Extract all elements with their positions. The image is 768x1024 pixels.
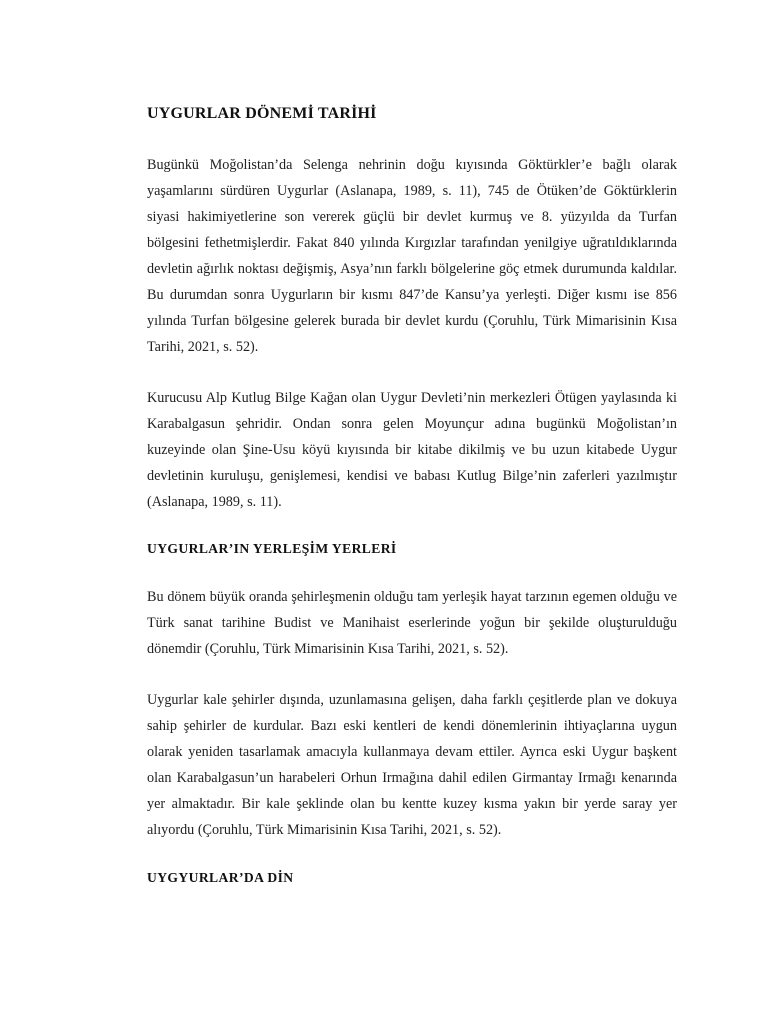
paragraph-cities: Uygurlar kale şehirler dışında, uzunlamasına gelişen, daha farklı çeşitlerde plan ve dokuya sahip şehirler de kurdular. Bazı eski kentleri de kendi dönemlerinin ihtiyaçlarına uygun olarak yeniden tasarlamak amacıyla kullanmaya devam ettiler. Ayrıca eski Uygur başkent olan Karabalgasun’un harabeleri Orhun Irmağına dahil edilen Girmantay Irmağı kenarında yer almaktadır. Bir kale şeklinde olan bu kentte kuzey kısma yakın bir yerde saray yer alıyordu (Çoruhlu, Türk Mimarisinin Kısa Tarihi, 2021, s. 52). — [147, 692, 677, 838]
paragraph-uygur-state-founder: Kurucusu Alp Kutlug Bilge Kağan olan Uygur Devleti’nin merkezleri Ötügen yaylasında ki Karabalgasun şehridir. Ondan sonra gelen Moyunçur adına bugünkü Moğolistan’ın kuzeyinde olan Şine-Usu köyü kıyısında bir kitabe dikilmiş ve bu uzun kitabede Uygur devletinin kuruluşu, genişlemesi, kendisi ve babası Kutlug Bilge’nin zaferleri yazılmıştır (Aslanapa, 1989, s. 11). — [147, 390, 677, 510]
document-body — [147, 104, 677, 888]
paragraph-uygur-history: Bugünkü Moğolistan’da Selenga nehrinin doğu kıyısında Göktürkler’e bağlı olarak yaşamlarını sürdüren Uygurlar (Aslanapa, 1989, s. 11), 745 de Ötüken’de Göktürklerin siyasi hakimiyetlerine son vererek güçlü bir devlet kurmuş ve 8. yüzyılda da Turfan bölgesini fethetmişlerdir. Fakat 840 yılında Kırgızlar tarafından yenilgiye uğratıldıklarında devletin ağırlık noktası değişmiş, Asya’nın farklı bölgelerine göç etmek durumunda kaldılar. Bu durumdan sonra Uygurların bir kısmı 847’de Kansu’ya yerleşti. Diğer kısmı ise 856 yılında Turfan bölgesine gelerek burada bir devlet kurdu (Çoruhlu, Türk Mimarisinin Kısa Tarihi, 2021, s. 52). — [147, 157, 677, 355]
section-heading-settlements: UYGURLAR’IN YERLEŞİM YERLERİ — [147, 541, 397, 556]
section-heading-religion: UYGYURLAR’DA DİN — [147, 870, 294, 885]
paragraph-urbanization: Bu dönem büyük oranda şehirleşmenin olduğu tam yerleşik hayat tarzının egemen olduğu ve Türk sanat tarihine Budist ve Manihaist eserlerinde yoğun bir şekilde oluşturulduğu dönemdir (Çoruhlu, Türk Mimarisinin Kısa Tarihi, 2021, s. 52). — [147, 589, 677, 657]
document-title: UYGURLAR DÖNEMİ TARİHİ — [147, 105, 377, 122]
